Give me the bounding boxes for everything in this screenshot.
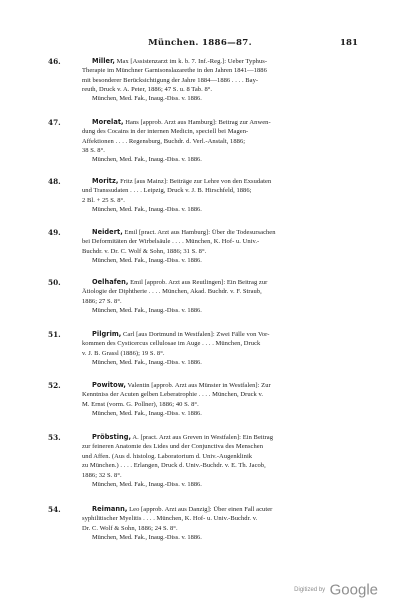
entry-text: Neidert, Emil [pract. Arzt aus Hamburg]: Über die Todesursachen bei Deformitäten der Wirbelsäule . . . . München, K. Hof- u. Univ.- Buchdr. v. Dr. C. Wolf & Sohn, 1886; 31 S. 8°. [82,228,276,255]
author-name: Powitow, [92,381,126,389]
entry-text: Oelhafen, Emil [approb. Arzt aus Reutlingen]: Ein Beitrag zur Ätiologie der Diphtherie . . . . München, Akad. Buchdr. v. F. Straub, 1886; 27 S. 8°. [82,278,268,305]
publication-note: München, Med. Fak., Inaug.-Diss. v. 1886. [92,481,202,488]
entry-number: 48. [48,177,61,186]
publication-note: München, Med. Fak., Inaug.-Diss. v. 1886. [92,257,202,264]
publication-note: München, Med. Fak., Inaug.-Diss. v. 1886. [92,156,202,163]
entry-text: Morelat, Hans [approb. Arzt aus Hamburg]: Beitrag zur Anwen- dung des Cocains in der internen Medicin, speciell bei Magen- Affektionen . . . . Regensburg, Buchdr. d. Verl.-Anstalt, 1886; 38 S. 8°. [82,118,271,155]
entry-text: Powitow, Valentin [approb. Arzt aus Münster in Westfalen]: Zur Kenntniss der Acuten gelben Leberatrophie . . . . München, Druck v. M. Ernst (vorm. G. Pollner), 1886; 40 S. 8°. [82,381,271,408]
entry-text: Pröbsting, A. [pract. Arzt aus Greven in Westfalen]: Ein Beitrag zur feineren Anatomie des Lides und der Conjunctiva des Menschen und Affen. (Aus d. histolog. Laboratorium d. Univ.-Augenklinik zu München.) . . . . Erlangen, Druck d. Univ.-Buchdr. v. E. Th. Jacob, 1886; 32 S. 8°. [82,433,274,479]
entry-text: Moritz, Fritz [aus Mainz]: Beiträge zur Lehre von den Exsudaten und Transsudaten . . . . Leipzig, Druck v. J. B. Hirschfeld, 1886; 2 Bl. + 25 S. 8°. [82,177,272,204]
publication-note: München, Med. Fak., Inaug.-Diss. v. 1886. [92,206,202,213]
author-name: Neidert, [92,228,123,236]
page-number: 181 [340,38,358,48]
entry-text: Pilgrim, Carl [aus Dortmund in Westfalen]: Zwei Fälle von Vor- kommen des Cysticercus cellulosae im Auge . . . . München, Druck v. J. B. Grassl (1886); 19 S. 8°. [82,330,270,357]
entry-text: Miller, Max [Assistenzarzt im k. b. 7. Inf.-Reg.]: Ueber Typhus- Therapie im Münchner Garnisonslazarethe in den Jahren 1841—1886 mit besonderer Berücksichtigung der Jahre 1884—1886 . . . . Bay- reuth, Druck v. A. Peter, 1886; 47 S. u. 8 Tab. 8°. [82,57,268,94]
entry-text: Reimann, Leo [approb. Arzt aus Danzig]: Über einen Fall acuter syphilitischer Myelitis . . . . München, K. Hof- u. Univ.-Buchdr. v. Dr. C. Wolf & Sohn, 1886; 24 S. 8°. [82,505,273,532]
author-name: Pilgrim, [92,330,122,338]
author-name: Morelat, [92,118,124,126]
publication-note: München, Med. Fak., Inaug.-Diss. v. 1886. [92,307,202,314]
running-header [0,38,400,52]
watermark-prefix: Digitized by [294,586,326,593]
publication-note: München, Med. Fak., Inaug.-Diss. v. 1886. [92,534,202,541]
publication-note: München, Med. Fak., Inaug.-Diss. v. 1886. [92,95,202,102]
google-logo: Google [329,581,378,599]
entry-number: 50. [48,278,61,287]
running-title: München. 1886—87. [148,38,252,48]
author-name: Pröbsting, [92,433,132,441]
entry-number: 54. [48,505,61,514]
author-name: Oelhafen, [92,278,129,286]
entry-number: 46. [48,57,61,66]
author-name: Miller, [92,57,115,65]
author-name: Reimann, [92,505,128,513]
entry-number: 47. [48,118,61,127]
entry-number: 53. [48,433,61,442]
entry-number: 51. [48,330,61,339]
author-name: Moritz, [92,177,119,185]
publication-note: München, Med. Fak., Inaug.-Diss. v. 1886. [92,359,202,366]
entry-number: 52. [48,381,61,390]
entry-number: 49. [48,228,61,237]
google-watermark [294,581,378,599]
publication-note: München, Med. Fak., Inaug.-Diss. v. 1886. [92,410,202,417]
